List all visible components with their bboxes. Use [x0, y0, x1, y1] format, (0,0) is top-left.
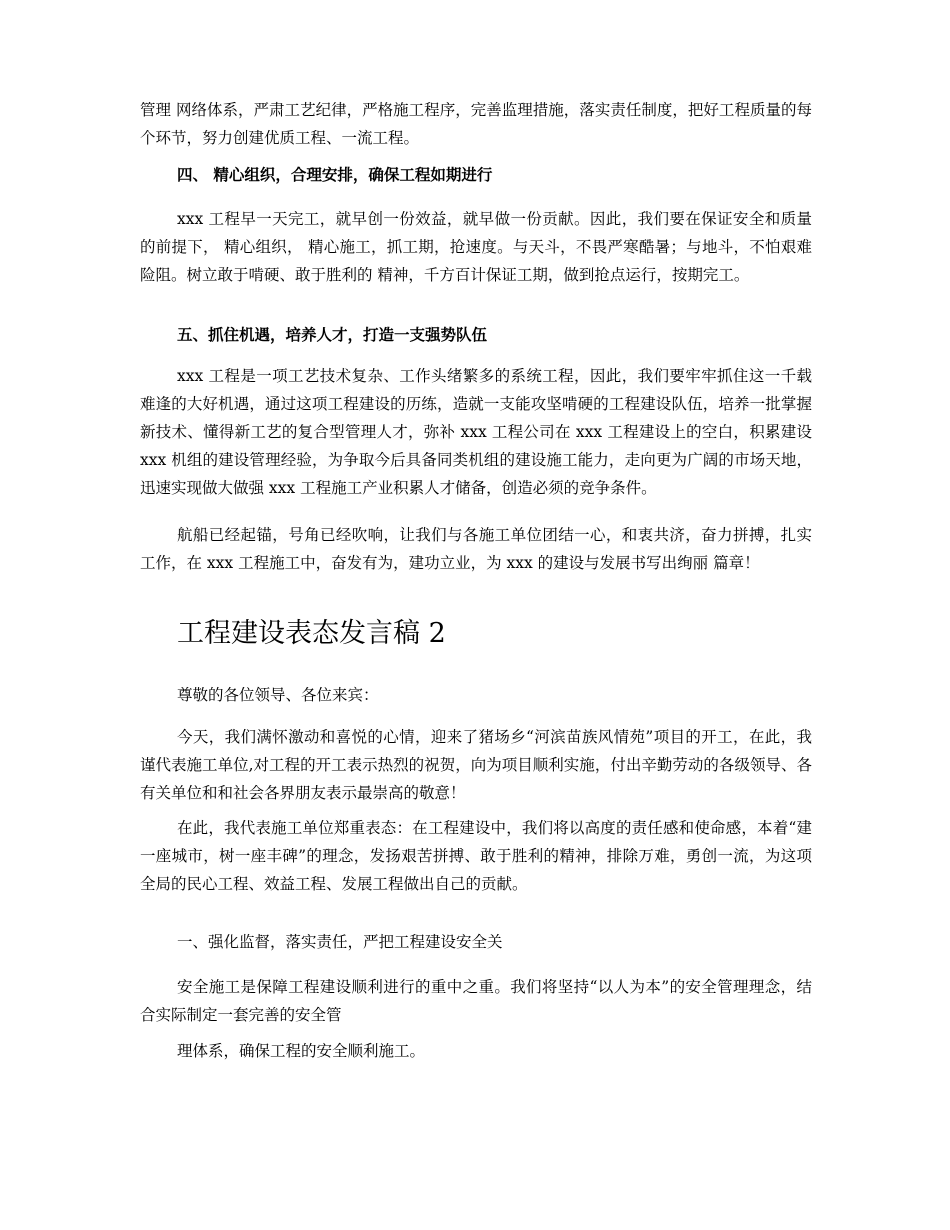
paragraph-today: 今天，我们满怀激动和喜悦的心情，迎来了猪场乡“河滨苗族风情苑”项目的开工，在此，我谨代表施工单位,对工程的开工表示热烈的祝贺，向为项目顺利实施，付出辛勤劳动的各级领导、各有关单位和和社会各界朋友表示最崇高的敬意！ — [140, 728, 812, 802]
paragraph-five: xxx 工程是一项工艺技术复杂、工作头绪繁多的系统工程，因此，我们要牢牢抓住这一千载难逢的大好机遇，通过这项工程建设的历练，造就一支能攻坚啃硬的工程建设队伍，培养一批掌握新技术、懂得新工艺的复合型管理人才，弥补 xxx 工程公司在 xxx 工程建设上的空白，积累建设 xxx 机组的建设管理经验，为争取今后具备同类机组的建设施工能力，走向更为广阔的市场天地，迅速实现做大做强 xxx 工程施工产业积累人才储备，创造必须的竞争条件。 — [140, 367, 812, 497]
paragraph-safety: 安全施工是保障工程建设顺利进行的重中之重。我们将坚持“以人为本”的安全管理理念，结合实际制定一套完善的安全管 — [140, 978, 812, 1024]
section-heading-five: 五、抓住机遇，培养人才，打造一支强势队伍 — [177, 325, 488, 344]
document-title: 工程建设表态发言稿 2 — [177, 618, 446, 649]
section-heading-four: 四、 精心组织，合理安排，确保工程如期进行 — [177, 165, 493, 184]
paragraph-four: xxx 工程早一天完工，就早创一份效益，就早做一份贡献。因此，我们要在保证安全和质量的前提下， 精心组织， 精心施工，抓工期，抢速度。与天斗，不畏严寒酷暑；与地斗，不怕艰难险阻。树立敢于啃硬、敢于胜利的 精神，千方百计保证工期，做到抢点运行，按期完工。 — [140, 210, 812, 284]
salutation: 尊敬的各位领导、各位来宾： — [177, 686, 379, 704]
paragraph-pledge: 在此，我代表施工单位郑重表态：在工程建设中，我们将以高度的责任感和使命感，本着“建一座城市，树一座丰碑”的理念，发扬艰苦拼搏、敢于胜利的精神，排除万难，勇创一流，为这项全局的民心工程、效益工程、发展工程做出自己的贡献。 — [140, 819, 812, 893]
paragraph-closing: 航船已经起锚，号角已经吹响，让我们与各施工单位团结一心，和衷共济，奋力拼搏，扎实工作，在 xxx 工程施工中，奋发有为，建功立业，为 xxx 的建设与发展书写出绚丽 篇章！ — [140, 526, 812, 572]
subheading-one: 一、强化监督，落实责任，严把工程建设安全关 — [177, 933, 503, 951]
paragraph-intro: 管理 网络体系，严肃工艺纪律，严格施工程序，完善监理措施，落实责任制度，把好工程质量的每个环节，努力创建优质工程、一流工程。 — [140, 101, 812, 147]
paragraph-system: 理体系，确保工程的安全顺利施工。 — [177, 1042, 426, 1060]
